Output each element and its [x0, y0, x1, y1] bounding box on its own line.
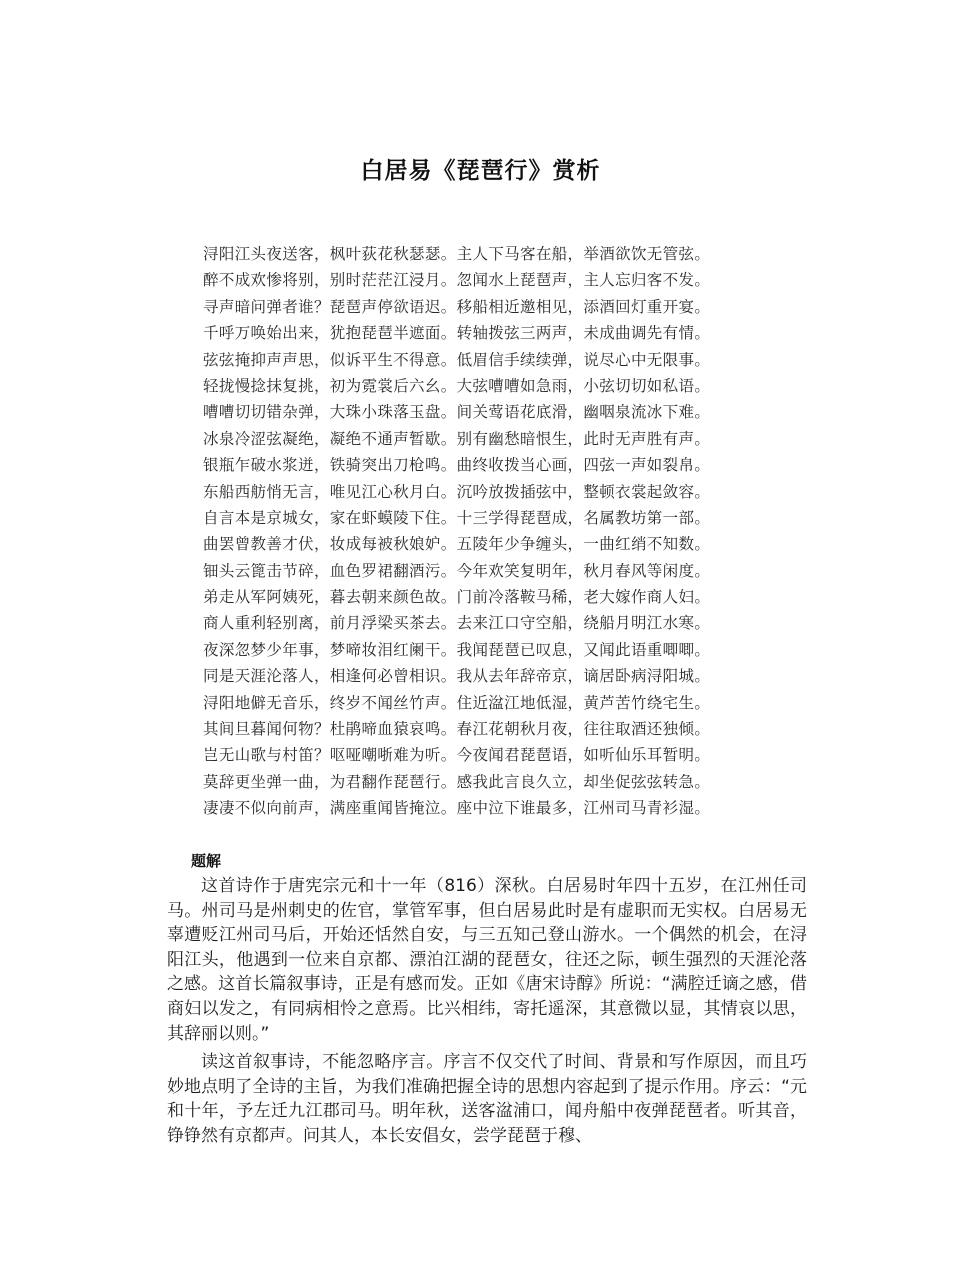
poem-line: 夜深忽梦少年事，梦啼妆泪红阑干。我闻琵琶已叹息，又闻此语重唧唧。	[203, 640, 711, 659]
poem-line: 浔阳江头夜送客，枫叶荻花秋瑟瑟。主人下马客在船，举酒欲饮无管弦。	[203, 245, 711, 263]
poem-line: 弟走从军阿姨死，暮去朝来颜色故。门前冷落鞍马稀，老大嫁作商人妇。	[203, 588, 711, 607]
poem-line: 凄凄不似向前声，满座重闻皆掩泣。座中泣下谁最多，江州司马青衫湿。	[203, 799, 711, 818]
poem-line: 自言本是京城女，家在虾蟆陵下住。十三学得琵琶成，名属教坊第一部。	[203, 508, 711, 527]
poem-line: 嘈嘈切切错杂弹，大珠小珠落玉盘。间关莺语花底滑，幽咽泉流冰下难。	[203, 403, 711, 422]
poem-line: 轻拢慢捻抹复挑，初为霓裳后六幺。大弦嘈嘈如急雨，小弦切切如私语。	[203, 376, 711, 395]
commentary-text	[167, 874, 807, 1153]
poem-line: 商人重利轻别离，前月浮梁买茶去。去来江口守空船，绕船月明江水寒。	[203, 614, 711, 633]
poem-line: 莫辞更坐弹一曲，为君翻作琵琶行。感我此言良久立，却坐促弦弦转急。	[203, 772, 711, 791]
poem-line: 千呼万唤始出来，犹抱琵琶半遮面。转轴拨弦三两声，未成曲调先有情。	[203, 324, 711, 343]
poem-line: 醉不成欢惨将别，别时茫茫江浸月。忽闻水上琵琶声，主人忘归客不发。	[203, 271, 711, 290]
commentary-heading: 题解	[191, 852, 222, 870]
poem-line: 钿头云篦击节碎，血色罗裙翻酒污。今年欢笑复明年，秋月春风等闲度。	[203, 561, 711, 580]
poem-line: 其间旦暮闻何物？杜鹃啼血猿哀鸣。春江花朝秋月夜，往往取酒还独倾。	[203, 720, 711, 739]
poem-line: 弦弦掩抑声声思，似诉平生不得意。低眉信手续续弹，说尽心中无限事。	[203, 350, 711, 369]
commentary-paragraph: 读这首叙事诗，不能忽略序言。序言不仅交代了时间、背景和写作原因，而且巧妙地点明了全诗的主旨，为我们准确把握全诗的思想内容起到了提示作用。序云：“元和十年，予左迁九江郡司马。明年秋，送客湓浦口，闻舟船中夜弹琵琶者。听其音，铮铮然有京都声。问其人，本长安倡女，尝学琵琶于穆、	[167, 1052, 807, 1146]
poem-text	[203, 241, 803, 822]
poem-line: 浔阳地僻无音乐，终岁不闻丝竹声。住近湓江地低湿，黄芦苦竹绕宅生。	[203, 693, 711, 712]
commentary-paragraph: 这首诗作于唐宪宗元和十一年（816）深秋。白居易时年四十五岁，在江州任司马。州司马是州刺史的佐官，掌管军事，但白居易此时是有虚职而无实权。白居易无辜遭贬江州司马后，开始还恬然自安，与三五知己登山游水。一个偶然的机会，在浔阳江头，他遇到一位来自京都、漂泊江湖的琵琶女，往还之际，顿生强烈的天涯沦落之感。这首长篇叙事诗，正是有感而发。正如《唐宋诗醇》所说：“满腔迁谪之感，借商妇以发之，有同病相怜之意焉。比兴相纬，寄托遥深，其意微以显，其情哀以思，其辞丽以则。”	[167, 876, 807, 1044]
poem-line: 曲罢曾教善才伏，妆成每被秋娘妒。五陵年少争缠头，一曲红绡不知数。	[203, 535, 711, 554]
page-title: 白居易《琵琶行》赏析	[360, 158, 601, 184]
poem-line: 冰泉冷涩弦凝绝，凝绝不通声暂歇。别有幽愁暗恨生，此时无声胜有声。	[203, 429, 711, 448]
poem-line: 东船西舫悄无言，唯见江心秋月白。沉吟放拨插弦中，整顿衣裳起敛容。	[203, 482, 711, 501]
poem-line: 岂无山歌与村笛？呕哑嘲哳难为听。今夜闻君琵琶语，如听仙乐耳暂明。	[203, 746, 711, 765]
poem-line: 寻声暗问弹者谁？琵琶声停欲语迟。移船相近邀相见，添酒回灯重开宴。	[203, 297, 711, 316]
poem-line: 同是天涯沦落人，相逢何必曾相识。我从去年辞帝京，谪居卧病浔阳城。	[203, 667, 711, 686]
poem-line: 银瓶乍破水浆迸，铁骑突出刀枪鸣。曲终收拨当心画，四弦一声如裂帛。	[203, 456, 711, 475]
